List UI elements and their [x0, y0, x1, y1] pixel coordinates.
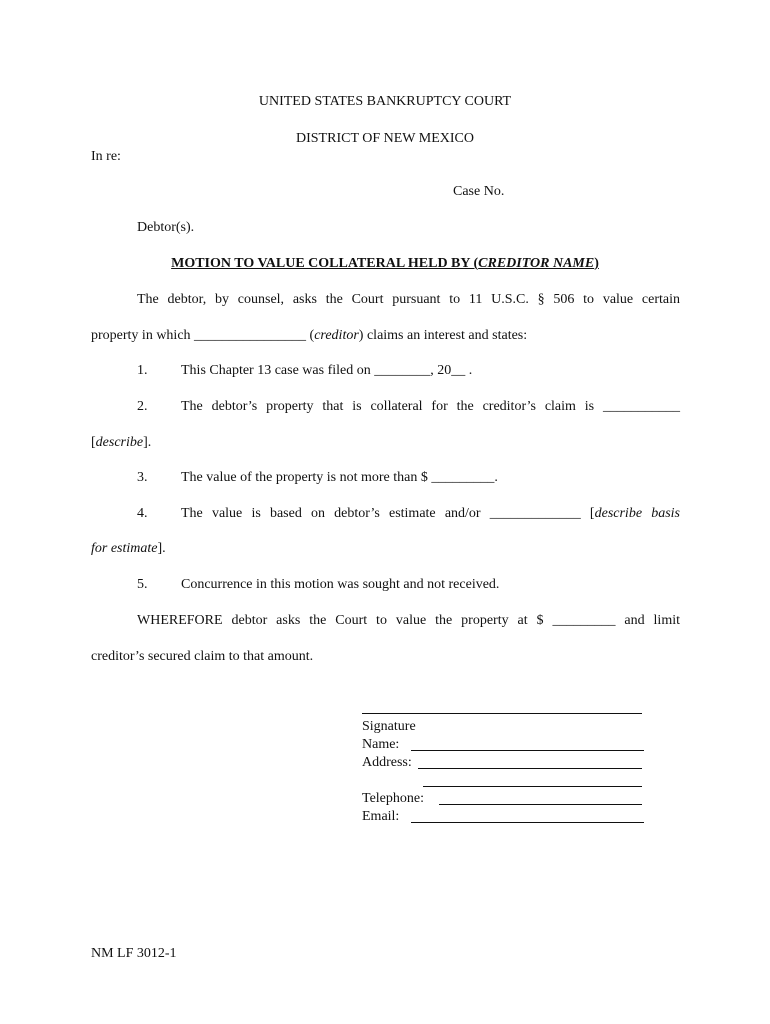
item-2-number: 2. — [137, 399, 148, 414]
item-4-bracket-close: ]. — [157, 541, 166, 556]
title-creditor-name: CREDITOR NAME — [478, 256, 595, 271]
name-label: Name: — [362, 737, 400, 752]
item-2-bracket-open: [ — [91, 435, 96, 450]
court-name: UNITED STATES BANKRUPTCY COURT — [258, 94, 512, 109]
item-4-text — [181, 505, 680, 523]
item-2-describe: describe — [95, 435, 144, 450]
address-line-1[interactable] — [418, 768, 642, 769]
title-suffix: ) — [594, 256, 599, 271]
case-no-label: Case No. — [453, 184, 505, 199]
intro-creditor: creditor — [314, 328, 359, 343]
address-line-2[interactable] — [423, 786, 642, 787]
district-name: DISTRICT OF NEW MEXICO — [296, 131, 474, 146]
form-identifier: NM LF 3012-1 — [91, 946, 177, 961]
item-1-number: 1. — [137, 363, 148, 378]
title-prefix: MOTION TO VALUE COLLATERAL HELD BY ( — [171, 256, 479, 271]
name-line[interactable] — [411, 750, 644, 751]
item-4-number: 4. — [137, 506, 148, 521]
item-5-text: Concurrence in this motion was sought and not received. — [181, 577, 500, 592]
address-label: Address: — [362, 755, 412, 770]
item-4-describe-basis: describe basis — [594, 506, 681, 521]
debtors-label: Debtor(s). — [137, 220, 195, 235]
intro-line-2 — [91, 327, 527, 345]
item-4-for-estimate: for estimate — [91, 541, 158, 556]
telephone-label: Telephone: — [362, 791, 424, 806]
signature-label: Signature — [362, 719, 416, 734]
in-re-label: In re: — [91, 149, 121, 164]
signature-line[interactable] — [362, 713, 642, 714]
item-4-text-main: The value is based on debtor’s estimate and/or _____________ [ — [181, 506, 595, 521]
item-2-text: The debtor’s property that is collateral for the creditor’s claim is ___________ — [181, 399, 680, 414]
intro-line-2-suffix: ) claims an interest and states: — [358, 328, 528, 343]
item-5-number: 5. — [137, 577, 148, 592]
item-1-text: This Chapter 13 case was filed on ________, 20__ . — [181, 363, 473, 378]
motion-title — [0, 255, 770, 273]
item-2-continuation — [91, 434, 151, 452]
item-4-continuation — [91, 540, 166, 558]
intro-line-2-prefix: property in which ________________ ( — [91, 328, 315, 343]
item-2-bracket-close: ]. — [143, 435, 152, 450]
item-3-text: The value of the property is not more than $ _________. — [181, 470, 498, 485]
email-label: Email: — [362, 809, 400, 824]
intro-line-1: The debtor, by counsel, asks the Court pursuant to 11 U.S.C. § 506 to value certain — [137, 292, 680, 307]
wherefore-line-1: WHEREFORE debtor asks the Court to value the property at $ _________ and limit — [137, 613, 680, 628]
wherefore-line-2: creditor’s secured claim to that amount. — [91, 649, 314, 664]
item-3-number: 3. — [137, 470, 148, 485]
email-line[interactable] — [411, 822, 644, 823]
telephone-line[interactable] — [439, 804, 642, 805]
